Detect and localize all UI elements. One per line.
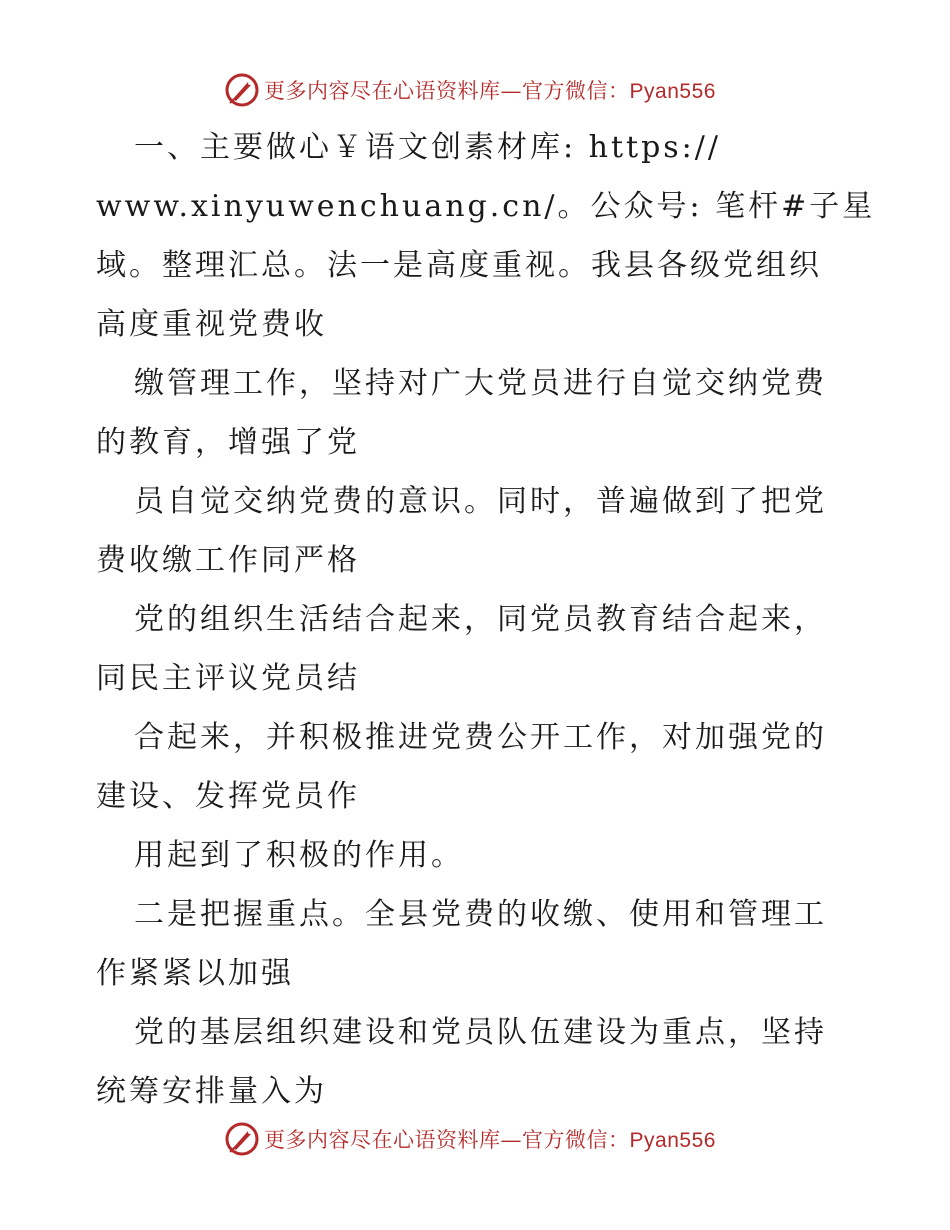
banner-wechat-label: 官方微信： xyxy=(522,1128,630,1152)
body-line: 高度重视党费收 xyxy=(96,307,327,342)
body-line: 一、主要做心￥语文创素材库: https:// xyxy=(134,130,721,165)
body-line: www.xinyuwenchuang.cn/。公众号: 笔杆#子星 xyxy=(96,189,876,224)
body-line: 缴管理工作，坚持对广大党员进行自觉交纳党费 xyxy=(134,366,827,401)
header-banner xyxy=(0,68,950,112)
body-line: 建设、发挥党员作 xyxy=(96,779,360,814)
body-line: 党的基层组织建设和党员队伍建设为重点，坚持 xyxy=(134,1015,827,1050)
quill-logo-icon xyxy=(224,1121,260,1157)
body-line: 党的组织生活结合起来，同党员教育结合起来， xyxy=(134,602,827,637)
body-line: 费收缴工作同严格 xyxy=(96,543,360,578)
body-line: 同民主评议党员结 xyxy=(96,661,360,696)
document-body xyxy=(96,118,876,1121)
body-line: 用起到了积极的作用。 xyxy=(134,838,464,873)
body-line: 的教育，增强了党 xyxy=(96,425,360,460)
banner-wechat-id: Pyan556 xyxy=(629,1129,716,1152)
banner-main-text: 更多内容尽在心语资料库 xyxy=(264,79,501,103)
body-line: 域。整理汇总。法一是高度重视。我县各级党组织 xyxy=(96,248,822,283)
banner-wechat-label: 官方微信： xyxy=(522,79,630,103)
banner-separator: — xyxy=(500,1128,523,1152)
body-line: 二是把握重点。全县党费的收缴、使用和管理工 xyxy=(134,897,827,932)
body-line: 作紧紧以加强 xyxy=(96,956,294,991)
banner-wechat-id: Pyan556 xyxy=(629,80,716,103)
quill-logo-icon xyxy=(224,72,260,108)
body-line: 统筹安排量入为 xyxy=(96,1074,327,1109)
body-line: 合起来，并积极推进党费公开工作，对加强党的 xyxy=(134,720,827,755)
banner-separator: — xyxy=(500,79,523,103)
footer-banner xyxy=(0,1117,950,1161)
body-line: 员自觉交纳党费的意识。同时，普遍做到了把党 xyxy=(134,484,827,519)
banner-main-text: 更多内容尽在心语资料库 xyxy=(264,1128,501,1152)
